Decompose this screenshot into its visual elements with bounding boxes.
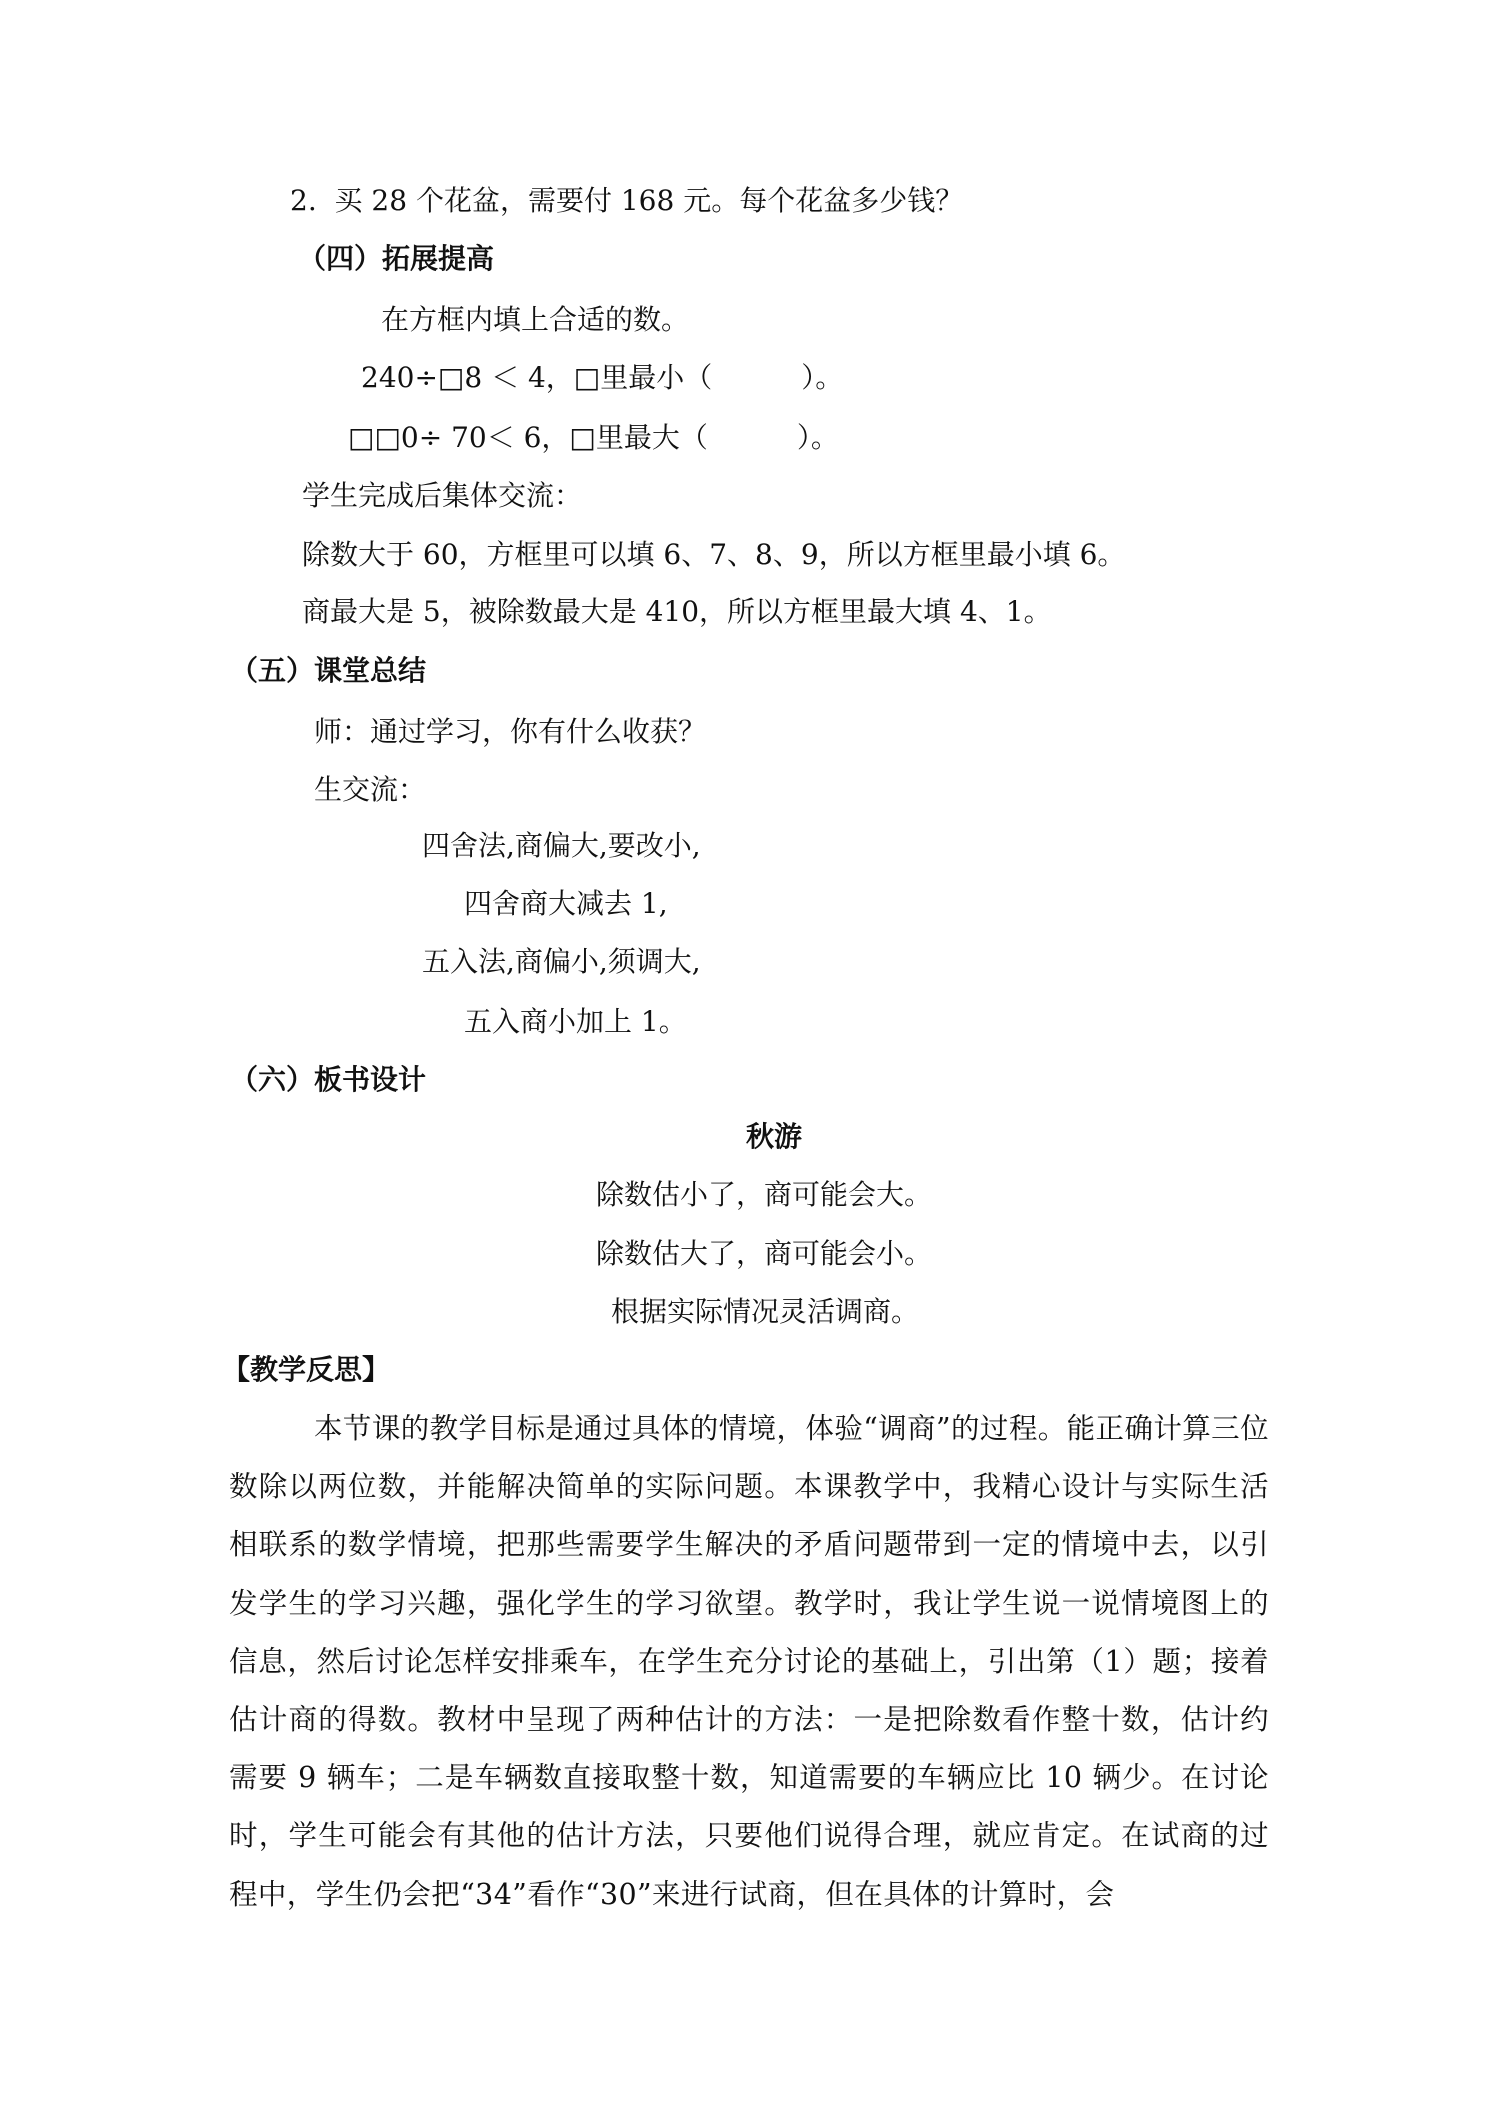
reflection-paragraph: 本节课的教学目标是通过具体的情境，体验“调商”的过程。能正确计算三位数除以两位数，并能解决简单的实际问题。本课教学中，我精心设计与实际生活相联系的数学情境，把那些需要学生解决的矛盾问题带到一定的情境中去，以引发学生的学习兴趣，强化学生的学习欲望。教学时，我让学生说一说情境图上的信息，然后讨论怎样安排乘车，在学生充分讨论的基础上，引出第（1）题；接着估计商的得数。教材中呈现了两种估计的方法：一是把除数看作整十数，估计约需要 9 辆车；二是车辆数直接取整十数，知道需要的车辆应比 10 辆少。在讨论时，学生可能会有其他的估计方法，只要他们说得合理，就应肯定。在试商的过程中，学生仍会把“34”看作“30”来进行试商，但在具体的计算时，会: [229, 1412, 1269, 1911]
teacher-question: 师：通过学习，你有什么收获？: [314, 715, 707, 748]
rhyme-line-3: 五入法,商偏小,须调大,: [422, 945, 701, 978]
board-line-2: 除数估大了，商可能会小。: [596, 1237, 933, 1270]
section-5-heading: （五）课堂总结: [230, 654, 427, 687]
rhyme-line-1: 四舍法,商偏大,要改小,: [422, 829, 701, 862]
section-6-heading: （六）板书设计: [230, 1063, 427, 1096]
answer-2: 商最大是 5，被除数最大是 410，所以方框里最大填 4、1。: [302, 595, 1052, 628]
instruction-text: 在方框内填上合适的数。: [381, 303, 690, 336]
section-4-heading: （四）拓展提高: [298, 242, 495, 275]
board-title: 秋游: [746, 1120, 803, 1153]
board-line-3: 根据实际情况灵活调商。: [611, 1295, 920, 1328]
board-line-1: 除数估小了，商可能会大。: [596, 1178, 933, 1211]
reflection-heading: 【教学反思】: [222, 1353, 391, 1386]
question-1: 240÷□8 ＜ 4，□里最小（ ）。: [361, 361, 844, 394]
student-exchange-label: 生交流：: [314, 773, 427, 806]
problem-2: 2. 买 28 个花盆，需要付 168 元。每个花盆多少钱？: [290, 184, 964, 217]
question-2: □□0÷ 70＜ 6，□里最大（ ）。: [348, 421, 839, 454]
answer-1: 除数大于 60，方框里可以填 6、7、8、9，所以方框里最小填 6。: [302, 538, 1126, 571]
rhyme-line-2: 四舍商大减去 1,: [464, 887, 668, 920]
collective-exchange-text: 学生完成后集体交流：: [302, 479, 583, 512]
rhyme-line-4: 五入商小加上 1。: [464, 1005, 687, 1038]
